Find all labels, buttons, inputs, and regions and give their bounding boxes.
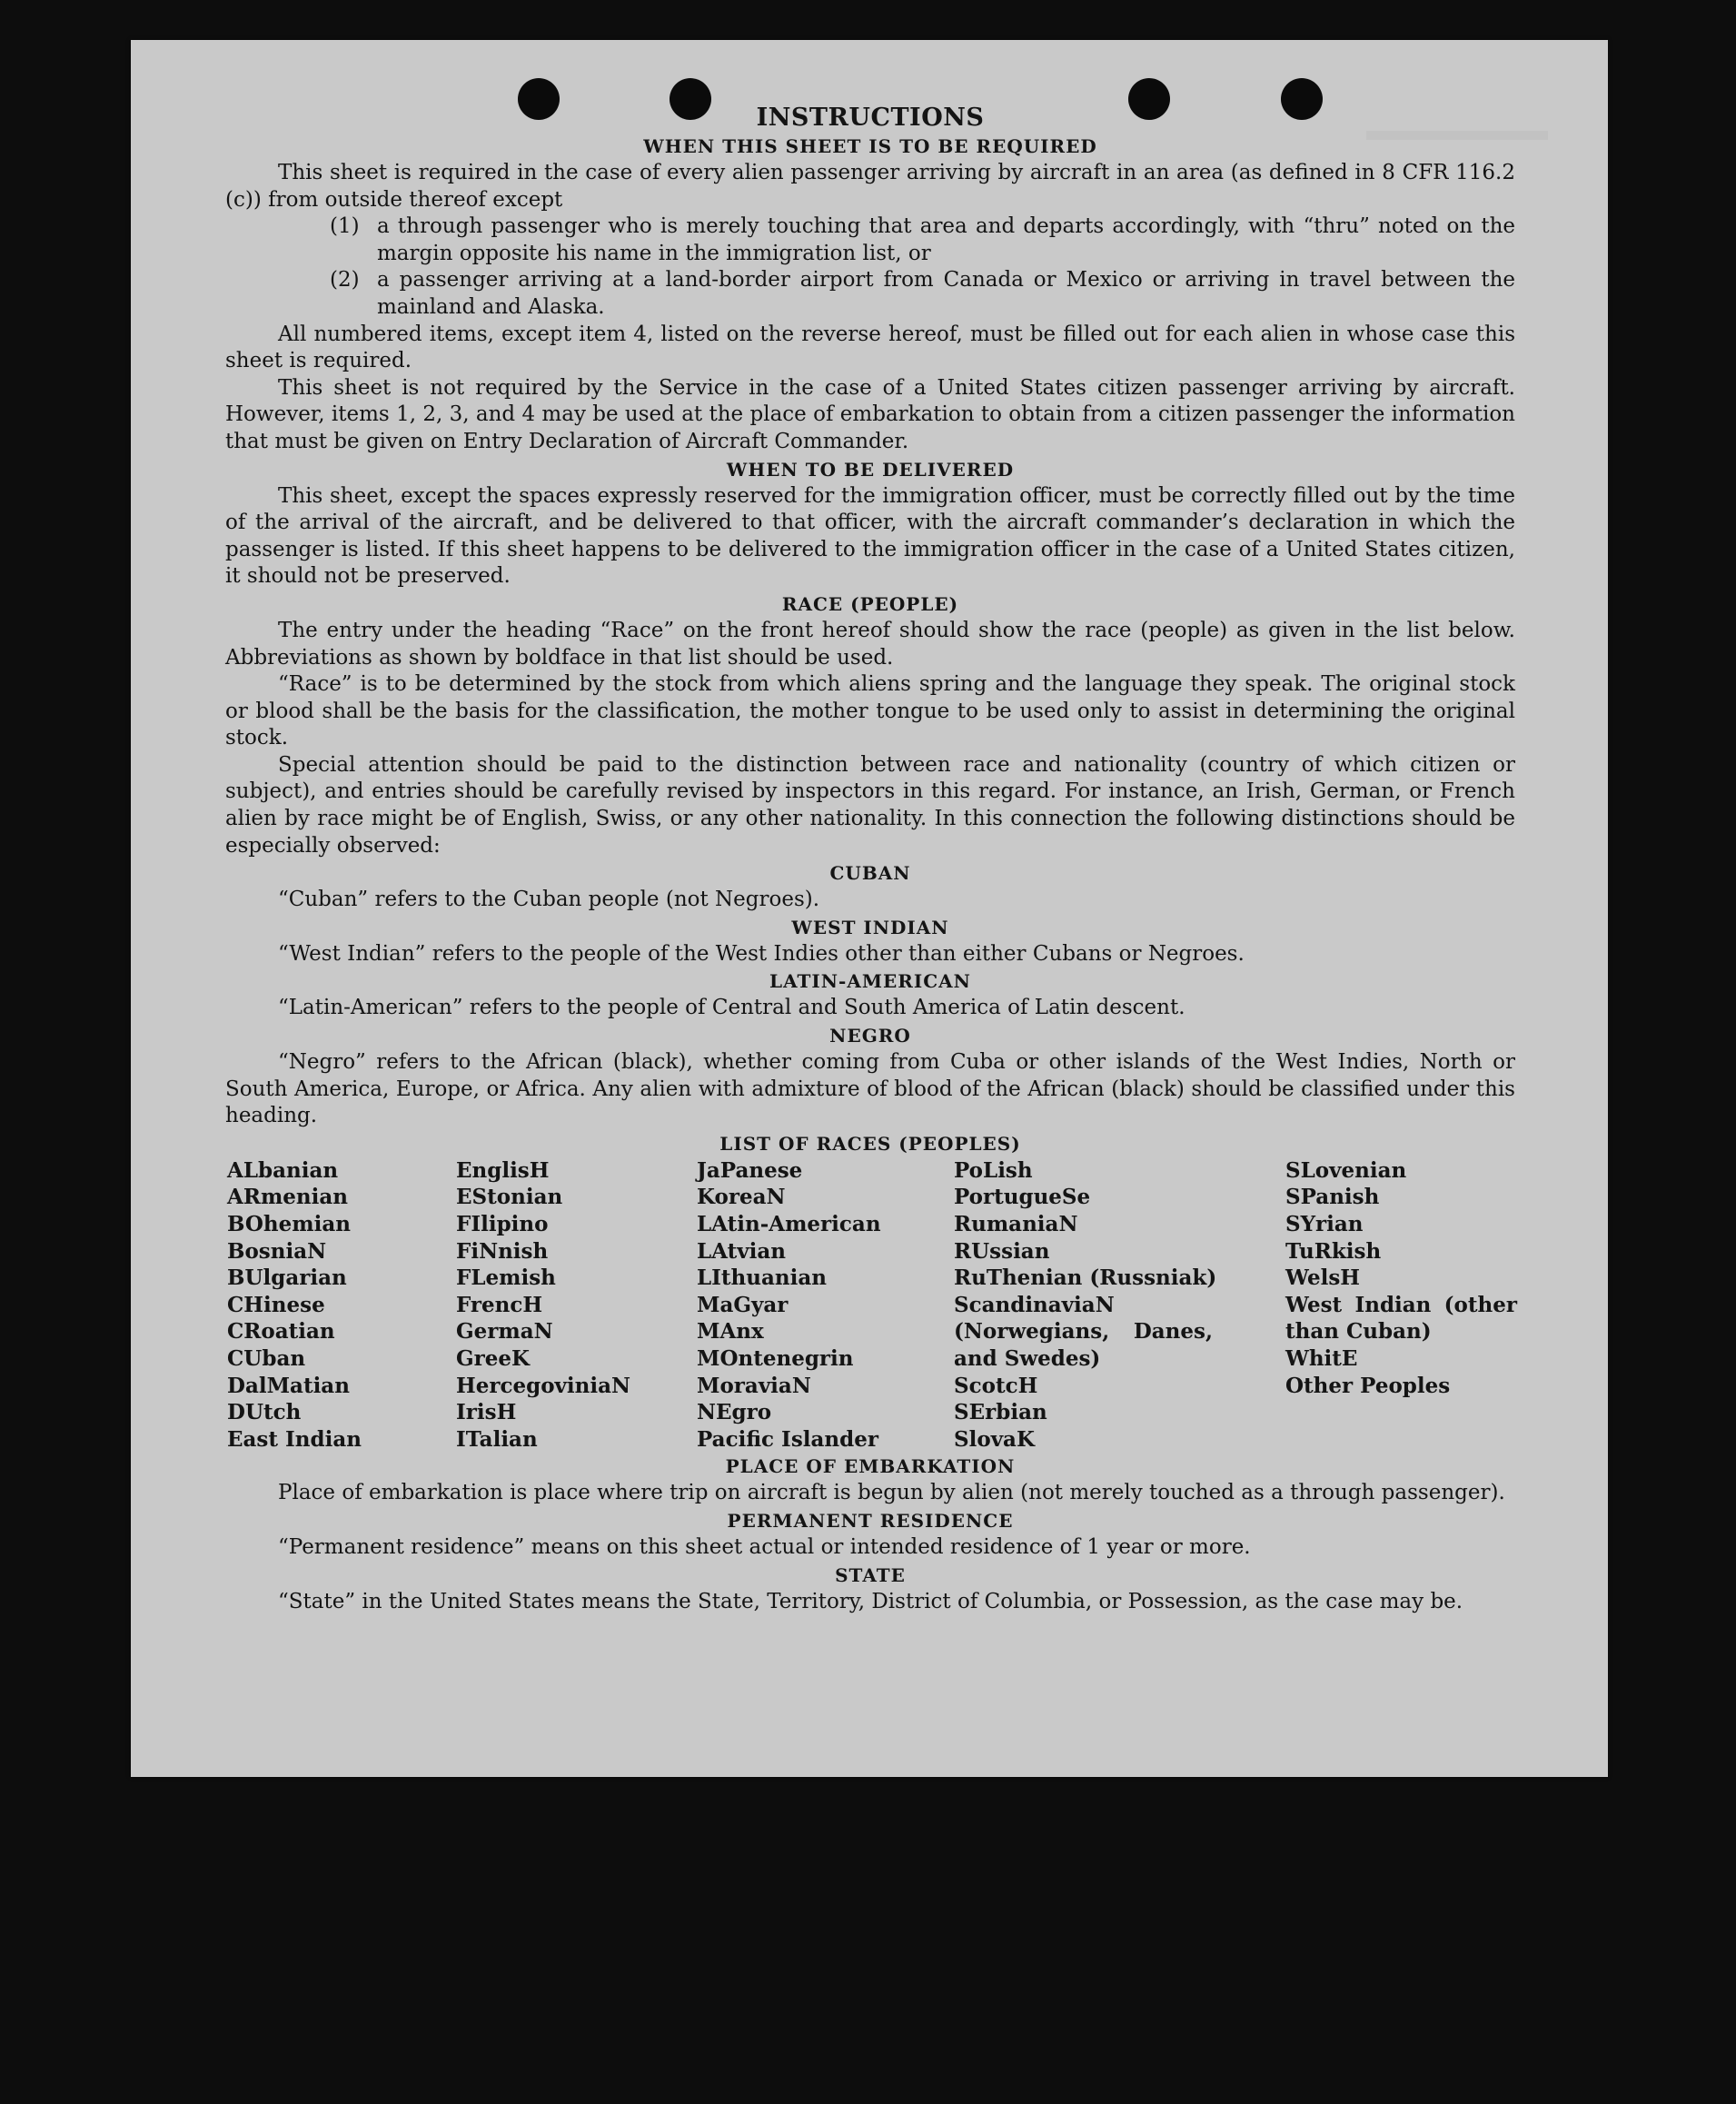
race-entry: LIthuanian (697, 1265, 827, 1291)
paragraph: This sheet is not required by the Service in the case of a United States citizen passenger arriving by aircraft. However, items 1, 2, 3, and 4 may be used at the place of embarkation to obtain from a citizen passenger the information that must be given on Entry Declaration of Aircraft Commander. (225, 375, 1515, 453)
races-column-1 (227, 1157, 456, 1454)
race-entry: FrencH (456, 1292, 543, 1317)
race-entry: SlovaK (954, 1426, 1035, 1452)
races-column-2 (456, 1157, 697, 1454)
numbered-item (330, 213, 1515, 267)
race-entry: LAtvian (697, 1238, 786, 1264)
races-column-4-top (954, 1157, 1285, 1292)
paragraph: “Negro” refers to the African (black), whether coming from Cuba or other islands of the West Indies, North or South America, Europe, or Africa. Any alien with admixture of blood of the African (black) should be classified under this heading. (225, 1050, 1515, 1128)
numbered-item (330, 267, 1515, 321)
paragraph: “Permanent residence” means on this sheet actual or intended residence of 1 year or more. (278, 1534, 1251, 1559)
paragraph: This sheet, except the spaces expressly reserved for the immigration officer, must be correctly filled out by the time of the arrival of the aircraft, and be delivered to that officer, with the aircraft commander’s declaration in which the passenger is listed. If this sheet happens to be delivered to the immigration officer in the case of a United States citizen, it should not be preserved. (225, 483, 1515, 589)
race-entry: GermaN (456, 1319, 553, 1345)
paragraph: “Latin-American” refers to the people of Central and South America of Latin descent. (278, 996, 1185, 1020)
races-column-5-bottom (1285, 1345, 1517, 1399)
race-entry: SYrian (1285, 1212, 1364, 1236)
race-entry: MOntenegrin (697, 1345, 854, 1371)
paragraph: This sheet is required in the case of every alien passenger arriving by aircraft in an area (as defined in 8 CFR 116.2 (c)) from outside thereof except (225, 161, 1515, 212)
race-entry: EnglisH (456, 1157, 550, 1183)
race-entry: Other Peoples (1285, 1373, 1451, 1398)
race-entry: West Indian (other than Cuban) (1285, 1292, 1517, 1345)
race-entry: ITalian (456, 1426, 538, 1452)
race-entry: EStonian (456, 1185, 563, 1210)
item-number: (1) (330, 214, 360, 239)
document-sheet (131, 40, 1608, 1777)
paragraph: “Cuban” refers to the Cuban people (not Negroes). (278, 888, 820, 912)
race-entry: DUtch (227, 1400, 302, 1425)
races-column-4 (954, 1157, 1285, 1454)
race-entry: NEgro (697, 1400, 772, 1425)
heading-races-list: LIST OF RACES (PEOPLES) (719, 1132, 1021, 1155)
heading-delivered: WHEN TO BE DELIVERED (726, 458, 1015, 481)
race-entry: CUban (227, 1345, 306, 1371)
race-entry: WhitE (1285, 1345, 1358, 1371)
paragraph: Place of embarkation is place where trip on aircraft is begun by alien (not merely touched as a through passenger). (278, 1481, 1505, 1505)
race-entry: SErbian (954, 1400, 1047, 1425)
instructions-content (225, 104, 1515, 1615)
race-entry: GreeK (456, 1345, 531, 1371)
heading-state: STATE (835, 1563, 906, 1586)
item-text: a passenger arriving at a land-border airport from Canada or Mexico or arriving in travel between the mainland and Alaska. (377, 268, 1515, 319)
race-entry: FiNnish (456, 1238, 549, 1264)
race-entry: ALbanian (227, 1157, 339, 1183)
race-entry: MoraviaN (697, 1373, 811, 1398)
paragraph: All numbered items, except item 4, listed on the reverse hereof, must be filled out for each alien in whose case this sheet is required. (225, 322, 1515, 373)
heading-residence: PERMANENT RESIDENCE (727, 1509, 1014, 1532)
race-entry: FIlipino (456, 1212, 549, 1236)
race-entry: MAnx (697, 1319, 764, 1345)
heading-west-indian: WEST INDIAN (791, 916, 949, 938)
race-entry: WelsH (1285, 1265, 1361, 1291)
heading-embarkation: PLACE OF EMBARKATION (725, 1455, 1016, 1478)
race-entry: PoLish (954, 1157, 1033, 1183)
race-entry: BosniaN (227, 1238, 327, 1264)
race-entry: LAtin-American (697, 1212, 881, 1236)
race-entry: JaPanese (697, 1157, 803, 1183)
paragraph: “West Indian” refers to the people of the West Indies other than either Cubans or Negroes. (278, 941, 1245, 966)
race-entry: SPanish (1285, 1185, 1380, 1210)
paragraph: “State” in the United States means the State, Territory, District of Columbia, or Possession, as the case may be. (278, 1589, 1463, 1613)
race-entry: PortugueSe (954, 1185, 1091, 1210)
race-entry: RUssian (954, 1238, 1050, 1264)
race-entry: ARmenian (227, 1185, 349, 1210)
race-entry: BOhemian (227, 1212, 351, 1236)
heading-negro: NEGRO (829, 1025, 911, 1047)
race-entry: BUlgarian (227, 1265, 347, 1291)
heading-required: WHEN THIS SHEET IS TO BE REQUIRED (643, 135, 1097, 157)
races-column-3 (697, 1157, 954, 1454)
race-entry: IrisH (456, 1400, 517, 1425)
race-entry: Pacific Islander (697, 1426, 878, 1452)
heading-race: RACE (PEOPLE) (781, 592, 959, 615)
paragraph: Special attention should be paid to the distinction between race and nationality (country of which citizen or subject), and entries should be carefully revised by inspectors in this regard. For instance, an Irish, German, or French alien by race might be of English, Swiss, or any other nationality. In this connection the following distinctions should be especially observed: (225, 752, 1515, 858)
paragraph: The entry under the heading “Race” on the front hereof should show the race (people) as given in the list below. Abbreviations as shown by boldface in that list should be used. (225, 618, 1515, 670)
races-column-5-top (1285, 1157, 1517, 1292)
race-entry: ScandinaviaN (Norwegians, Danes, and Swedes) (954, 1292, 1213, 1371)
page-title: INSTRUCTIONS (756, 104, 985, 132)
race-entry: KoreaN (697, 1185, 786, 1210)
race-entry: RumaniaN (954, 1212, 1078, 1236)
races-list (227, 1157, 1515, 1454)
race-entry: SLovenian (1285, 1157, 1407, 1183)
races-column-4-bottom (954, 1373, 1285, 1454)
paragraph: “Race” is to be determined by the stock from which aliens spring and the language they speak. The original stock or blood shall be the basis for the classification, the mother tongue to be used only to assist in determining the original stock. (225, 672, 1515, 750)
race-entry: RuThenian (Russniak) (954, 1265, 1217, 1291)
race-entry: DalMatian (227, 1373, 350, 1398)
heading-cuban: CUBAN (829, 862, 911, 885)
race-entry: ScotcH (954, 1373, 1038, 1398)
races-column-5 (1285, 1157, 1517, 1454)
item-text: a through passenger who is merely touching that area and departs accordingly, with “thru” noted on the margin opposite his name in the immigration list, or (377, 214, 1515, 265)
heading-latin-american: LATIN-AMERICAN (769, 970, 971, 993)
race-entry: CRoatian (227, 1319, 335, 1345)
race-entry: TuRkish (1285, 1238, 1382, 1264)
race-entry: CHinese (227, 1292, 325, 1317)
race-entry: HercegoviniaN (456, 1373, 631, 1398)
race-entry: MaGyar (697, 1292, 789, 1317)
item-number: (2) (330, 268, 360, 293)
race-entry: FLemish (456, 1265, 556, 1291)
race-entry: East Indian (227, 1426, 362, 1452)
